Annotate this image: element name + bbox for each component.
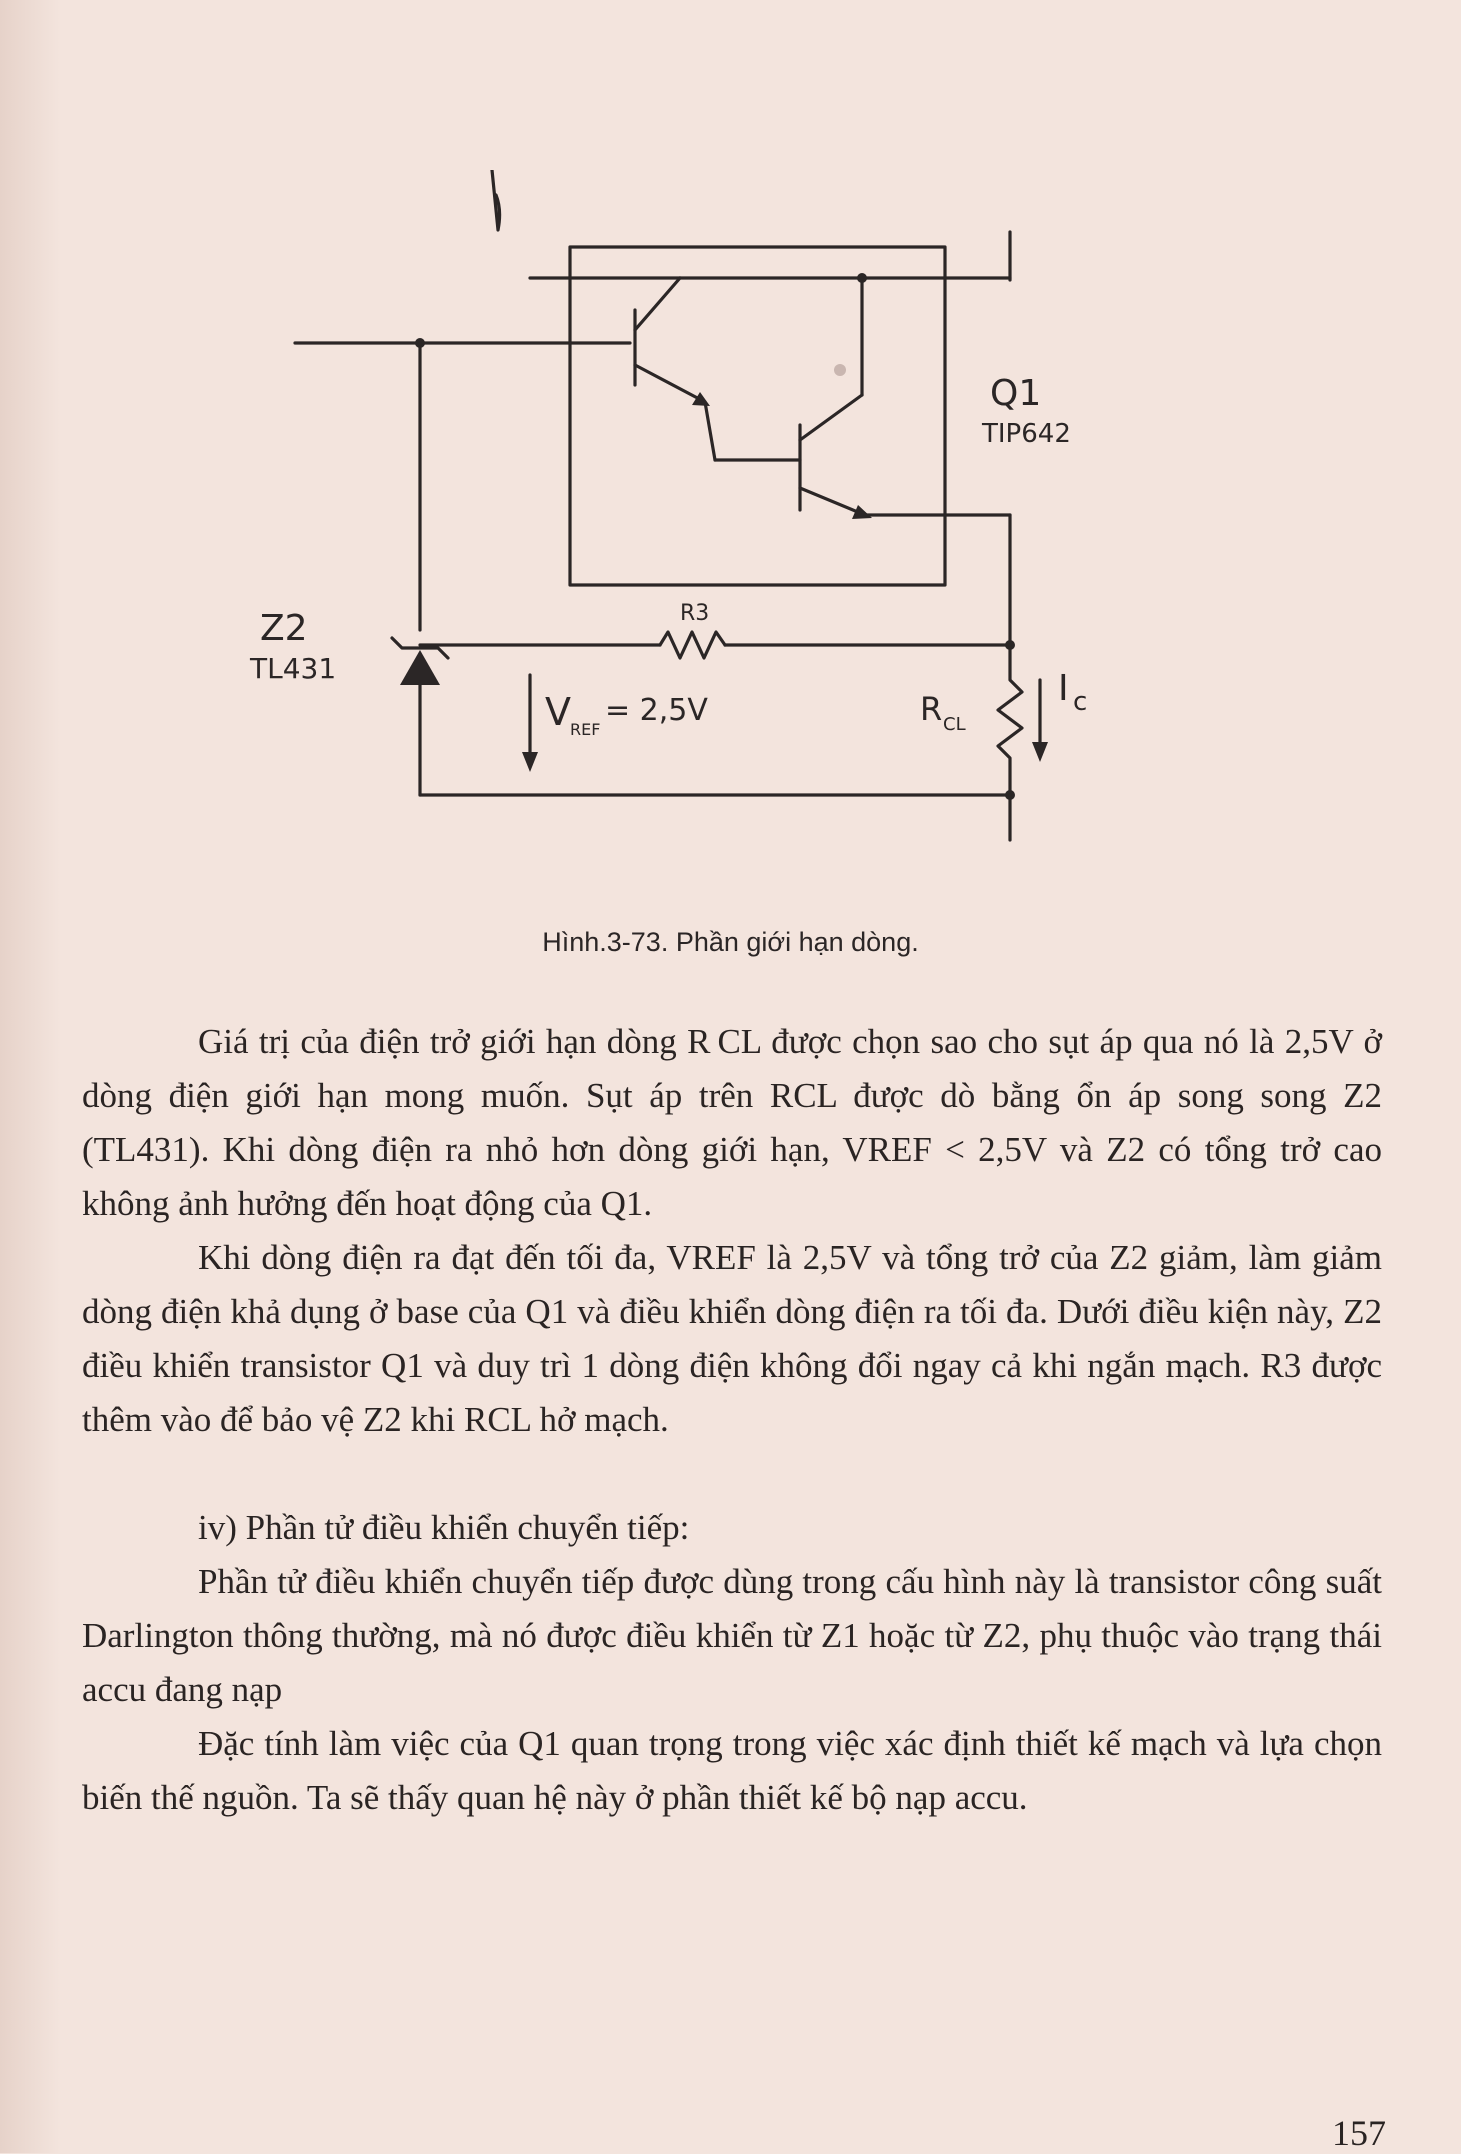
q1-package-outline — [570, 247, 945, 585]
ic-symbol: I — [1058, 668, 1069, 709]
ic-arrow-head — [1032, 742, 1048, 762]
t2-emitter-arrow — [852, 505, 872, 519]
body-text — [82, 1015, 1382, 1825]
vref-value: = 2,5V — [605, 693, 708, 728]
z2-part-label: TL431 — [250, 652, 337, 685]
t1-emitter — [635, 365, 705, 402]
input-lead — [490, 170, 500, 230]
t1-emitter-wire — [705, 402, 715, 460]
t1-collector — [635, 278, 680, 330]
scan-speck — [834, 364, 846, 376]
q1-part-label: TIP642 — [982, 419, 1071, 449]
scan-shadow — [0, 0, 60, 2153]
r3-resistor — [660, 632, 725, 658]
ic-subscript: c — [1073, 687, 1088, 717]
t2-emitter — [800, 488, 865, 515]
paragraph: Giá trị của điện trở giới hạn dòng R CL được chọn sao cho sụt áp qua nó là 2,5V ở dòng điện giới hạn mong muốn. Sụt áp trên RCL được dò bằng ổn áp song song Z2 (TL431). Khi dòng điện ra nhỏ hơn dòng giới hạn, VREF < 2,5V và Z2 có tổng trở cao không ảnh hưởng đến hoạt động của Q1. — [82, 1022, 1382, 1223]
vref-subscript: REF — [570, 720, 601, 739]
paragraph: Khi dòng điện ra đạt đến tối đa, VREF là 2,5V và tổng trở của Z2 giảm, làm giảm dòng điện khả dụng ở base của Q1 và điều khiển dòng điện ra tối đa. Dưới điều kiện này, Z2 điều khiển transistor Q1 và duy trì 1 dòng điện không đổi ngay cả khi ngắn mạch. R3 được thêm vào để bảo vệ Z2 khi RCL hở mạch. — [82, 1238, 1382, 1439]
paragraph: Phần tử điều khiển chuyển tiếp được dùng trong cấu hình này là transistor công suất Darlington thông thường, mà nó được điều khiển từ Z1 hoặc từ Z2, phụ thuộc vào trạng thái accu đang nạp — [82, 1562, 1382, 1709]
t2-collector — [800, 395, 862, 440]
vref-arrow-head — [522, 752, 538, 772]
r3-label: R3 — [680, 601, 710, 626]
page-number: 157 — [1332, 2113, 1386, 2153]
t1-emitter-arrow — [692, 392, 710, 406]
vref-symbol: V — [545, 690, 571, 734]
figure-caption: Hình.3-73. Phần giới hạn dòng. — [542, 927, 919, 957]
rcl-subscript: CL — [943, 714, 966, 735]
rcl-symbol: R — [920, 690, 943, 728]
paragraph: Đặc tính làm việc của Q1 quan trọng trong việc xác định thiết kế mạch và lựa chọn biến thế nguồn. Ta sẽ thấy quan hệ này ở phần thiết kế bộ nạp accu. — [82, 1724, 1382, 1817]
z2-label: Z2 — [260, 608, 308, 649]
rcl-resistor — [998, 645, 1022, 795]
q1-label: Q1 — [990, 373, 1042, 414]
z2-diode-triangle — [400, 650, 440, 685]
current-limit-circuit-diagram — [240, 170, 1140, 870]
section-heading: iv) Phần tử điều khiển chuyển tiếp: — [198, 1508, 690, 1547]
node-dot — [857, 273, 867, 283]
